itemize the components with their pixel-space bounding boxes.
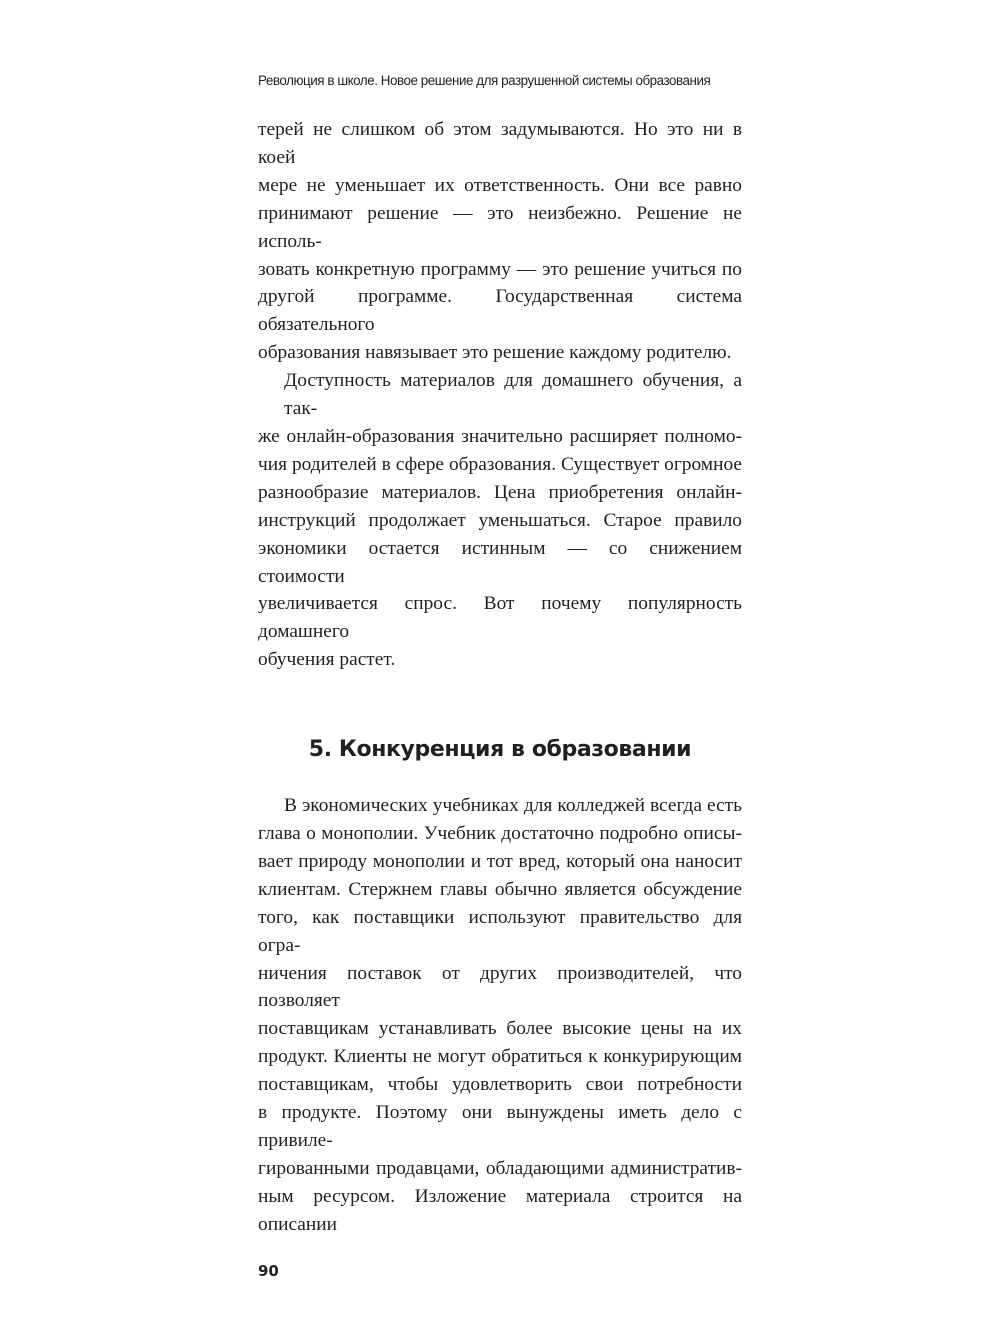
text-line: мере не уменьшает их ответственность. Они все равно (258, 174, 742, 196)
text-line: глава о монополии. Учебник достаточно подробно описы- (258, 823, 742, 845)
paragraph-continued (258, 116, 742, 367)
text-line: обучения растет. (258, 649, 396, 671)
text-line: ным ресурсом. Изложение материала строится на описании (258, 1185, 742, 1235)
text-line: В экономических учебниках для колледжей всегда есть (284, 795, 742, 817)
text-line: же онлайн-образования значительно расширяет полномо- (258, 425, 742, 447)
text-line: в продукте. Поэтому они вынуждены иметь дело с привиле- (258, 1102, 742, 1151)
text-line: инструкций продолжает уменьшаться. Старое правило (258, 509, 742, 531)
text-line: вает природу монополии и тот вред, который она наносит (258, 850, 742, 872)
paragraph-monopoly (258, 792, 742, 1239)
running-head: Революция в школе. Новое решение для разрушенной системы образования (258, 73, 711, 88)
text-line: увеличивается спрос. Вот почему популярность домашнего (258, 593, 742, 643)
text-line: разнообразие материалов. Цена приобретения онлайн- (258, 481, 742, 503)
text-line: другой программе. Государственная система обязательного (258, 286, 742, 336)
text-line: поставщикам, чтобы удовлетворить свои потребности (258, 1074, 742, 1096)
text-line: терей не слишком об этом задумываются. Но это ни в коей (258, 119, 742, 168)
text-line: гированными продавцами, обладающими административ- (258, 1157, 742, 1179)
section-heading: 5. Конкуренция в образовании (308, 737, 692, 763)
text-line: принимают решение — это неизбежно. Решение не исполь- (258, 202, 742, 252)
text-line: зовать конкретную программу — это решение учиться по (258, 258, 742, 280)
text-line: ничения поставок от других производителей, что позволяет (258, 962, 742, 1012)
text-line: клиентам. Стержнем главы обычно является обсуждение (258, 878, 742, 900)
page-number: 90 (258, 1261, 279, 1280)
text-line: поставщикам устанавливать более высокие цены на их (258, 1018, 742, 1040)
text-line: продукт. Клиенты не могут обратиться к конкурирующим (258, 1046, 742, 1068)
text-line: образования навязывает это решение каждому родителю. (258, 342, 732, 364)
text-line: экономики остается истинным — со снижением стоимости (258, 537, 742, 587)
text-line: Доступность материалов для домашнего обучения, а так- (284, 370, 742, 420)
paragraph-homeschool-materials (258, 367, 742, 674)
text-line: чия родителей в сфере образования. Существует огромное (258, 453, 742, 475)
text-line: того, как поставщики используют правительство для огра- (258, 906, 742, 956)
